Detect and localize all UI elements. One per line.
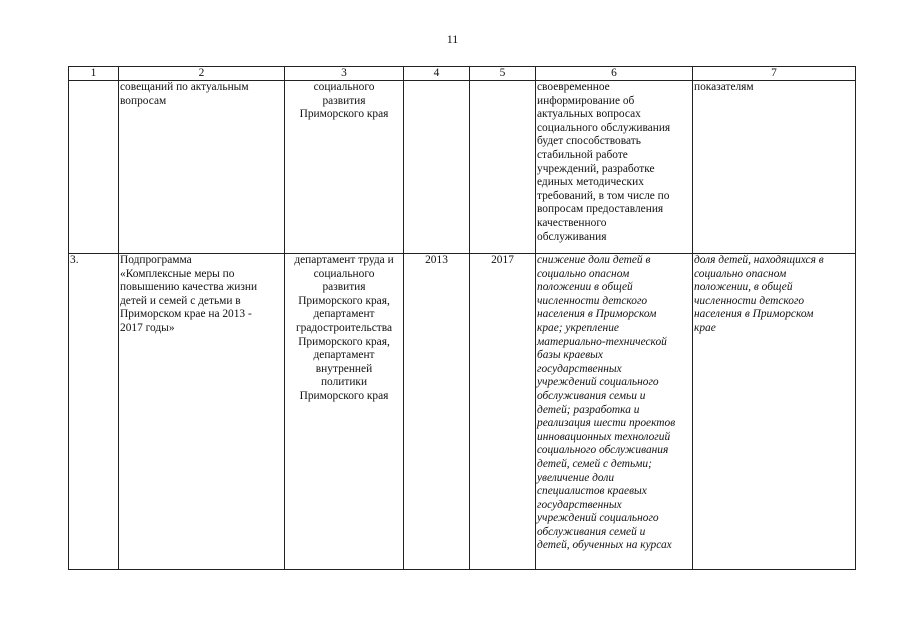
- start-year-cell: [404, 81, 470, 254]
- column-number: 3: [285, 67, 404, 81]
- column-number: 7: [693, 67, 856, 81]
- start-year-cell: 2013: [404, 254, 470, 570]
- executor-cell: социального развития Приморского края: [285, 81, 404, 254]
- end-year-cell: 2017: [470, 254, 536, 570]
- page-number: 11: [446, 32, 459, 46]
- column-number: 4: [404, 67, 470, 81]
- indicator-link-cell: доля детей, находящихся в социально опасном положении, в общей численности детского населения в Приморском крае: [693, 254, 856, 570]
- column-number: 1: [69, 67, 119, 81]
- program-table: [68, 66, 856, 570]
- row-number-cell: 3.: [69, 254, 119, 570]
- column-number: 6: [536, 67, 693, 81]
- column-number: 2: [119, 67, 285, 81]
- column-number: 5: [470, 67, 536, 81]
- measure-name-cell: совещаний по актуальным вопросам: [119, 81, 285, 254]
- table-row: [69, 254, 856, 570]
- end-year-cell: [470, 81, 536, 254]
- expected-result-cell: своевременное информирование об актуальных вопросах социального обслуживания будет способствовать стабильной работе учреждений, разработке единых методических требований, в том числе по вопросам предоставления качественного обслуживания: [536, 81, 693, 254]
- indicator-link-cell: показателям: [693, 81, 856, 254]
- column-number-row: [69, 67, 856, 81]
- row-number-cell: [69, 81, 119, 254]
- table-row: [69, 81, 856, 254]
- measure-name-cell: Подпрограмма «Комплексные меры по повышению качества жизни детей и семей с детьми в Приморском крае на 2013 - 2017 годы»: [119, 254, 285, 570]
- expected-result-cell: снижение доли детей в социально опасном положении в общей численности детского населения в Приморском крае; укрепление материально-технической базы краевых государственных учреждений социального обслуживания семьи и детей; разработка и реализация шести проектов инновационных технологий социального обслуживания детей, семей с детьми; увеличение доли специалистов краевых государственных учреждений социального обслуживания семей и детей, обученных на курсах: [536, 254, 693, 570]
- executor-cell: департамент труда и социального развития Приморского края, департамент градостроительства Приморского края, департамент внутренней политики Приморского края: [285, 254, 404, 570]
